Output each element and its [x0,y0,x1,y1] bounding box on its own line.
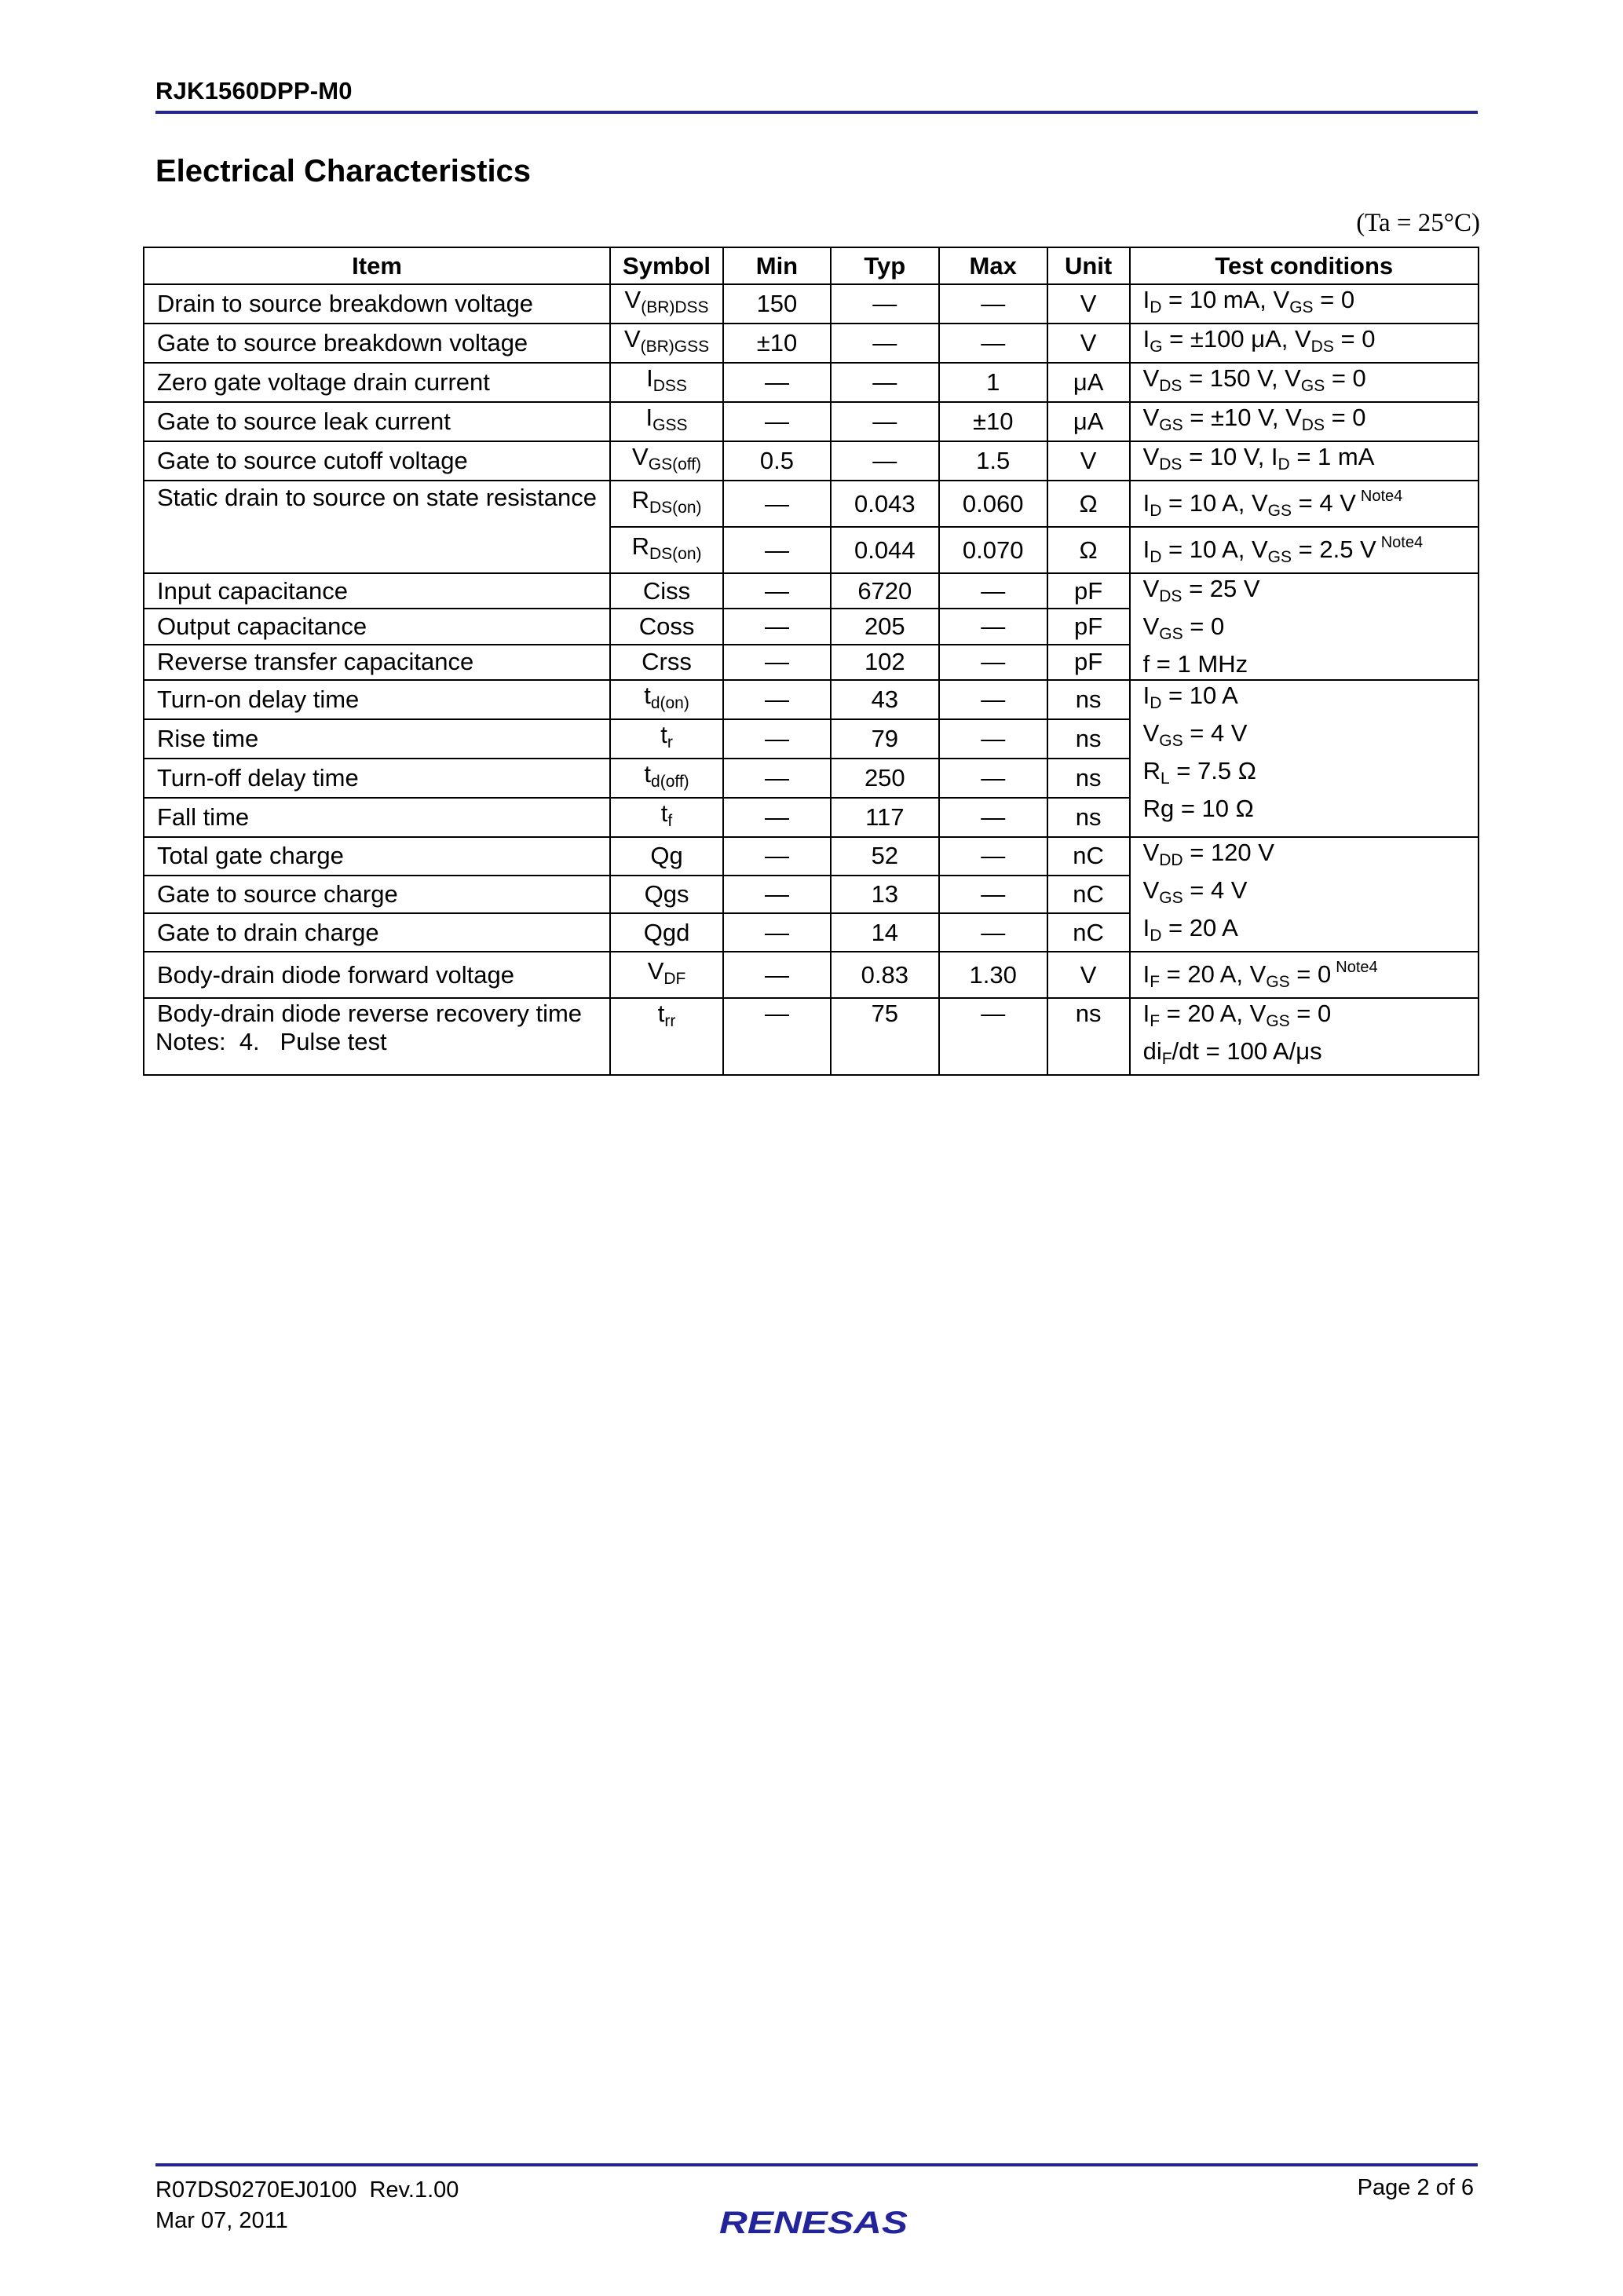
symbol-cell: Qgs [610,876,723,914]
symbol-cell: Crss [610,645,723,680]
document-part-number: RJK1560DPP-M0 [155,77,353,104]
typ-cell: 13 [831,876,939,914]
typ-cell: 79 [831,719,939,759]
max-cell: — [939,609,1047,644]
unit-cell: Ω [1047,527,1130,573]
min-cell: — [723,952,831,998]
typ-cell: 205 [831,609,939,644]
test-condition-cell: $V_{DD} = 120$ V $V_{GS} = 4$ V $I_D = 20$ A [1130,837,1479,952]
column-header: Unit [1047,247,1130,284]
min-cell: — [723,527,831,573]
item-cell: Body-drain diode reverse recovery time [144,998,610,1075]
footer-rule [155,2163,1478,2166]
logo-wordmark: RENESAS [719,2206,908,2240]
unit-cell: V [1047,284,1130,324]
symbol-cell: $V_{(BR)GSS}$ [610,324,723,363]
min-cell: — [723,719,831,759]
unit-cell: nC [1047,876,1130,914]
typ-cell: — [831,324,939,363]
column-header: Test conditions [1130,247,1479,284]
symbol-cell: Qg [610,837,723,876]
column-header: Symbol [610,247,723,284]
symbol-cell: $t_{rr}$ [610,998,723,1075]
note-reference: Note4 [1336,959,1378,976]
max-cell: 0.060 [939,481,1047,527]
item-cell: Gate to source cutoff voltage [144,441,610,481]
max-cell: — [939,324,1047,363]
electrical-characteristics-table [143,247,1479,1076]
table-row [144,284,1479,324]
item-cell: Gate to source breakdown voltage [144,324,610,363]
min-cell: — [723,876,831,914]
unit-cell: V [1047,324,1130,363]
unit-cell: V [1047,952,1130,998]
item-cell: Turn-off delay time [144,759,610,798]
max-cell: — [939,913,1047,952]
document-date: Mar 07, 2011 [155,2208,288,2233]
item-cell: Output capacitance [144,609,610,644]
unit-cell: pF [1047,645,1130,680]
max-cell: 0.070 [939,527,1047,573]
table-row [144,573,1479,609]
item-cell: Total gate charge [144,837,610,876]
symbol-cell: $t_f$ [610,798,723,837]
document-number: R07DS0270EJ0100 Rev.1.00 [155,2177,459,2203]
max-cell: — [939,876,1047,914]
typ-cell: — [831,402,939,441]
min-cell: — [723,481,831,527]
ambient-temperature-note: (Ta = 25°C) [1356,209,1480,237]
symbol-cell: $V_{GS(off)}$ [610,441,723,481]
typ-cell: — [831,363,939,402]
column-header: Min [723,247,831,284]
max-cell: — [939,645,1047,680]
item-cell: Rise time [144,719,610,759]
unit-cell: ns [1047,680,1130,719]
min-cell: — [723,645,831,680]
item-cell: Drain to source breakdown voltage [144,284,610,324]
table-header-row [144,247,1479,284]
page-number: Page 2 of 6 [1357,2175,1474,2200]
note-reference: Note4 [1380,534,1424,551]
note-reference: Note4 [1360,488,1403,505]
min-cell: — [723,363,831,402]
min-cell: 0.5 [723,441,831,481]
table-row [144,441,1479,481]
test-condition-cell: $I_D = 10$ A, $V_{GS} = 4$ V $^{Note4}$ [1130,481,1479,527]
symbol-cell: Ciss [610,573,723,609]
symbol-cell: $t_{d(on)}$ [610,680,723,719]
unit-cell: nC [1047,837,1130,876]
unit-cell: ns [1047,719,1130,759]
unit-cell: V [1047,441,1130,481]
typ-cell: — [831,284,939,324]
symbol-cell: $t_r$ [610,719,723,759]
max-cell: 1.5 [939,441,1047,481]
min-cell: — [723,609,831,644]
item-cell: Gate to source charge [144,876,610,914]
max-cell: ±10 [939,402,1047,441]
max-cell: — [939,798,1047,837]
test-condition-cell: $I_G = \pm 100$ μA, $V_{DS} = 0$ [1130,324,1479,363]
symbol-cell: $V_{(BR)DSS}$ [610,284,723,324]
max-cell: — [939,837,1047,876]
unit-cell: μA [1047,363,1130,402]
column-header: Max [939,247,1047,284]
symbol-cell: $I_{GSS}$ [610,402,723,441]
typ-cell: 0.044 [831,527,939,573]
min-cell: — [723,573,831,609]
unit-cell: ns [1047,998,1130,1075]
typ-cell: 14 [831,913,939,952]
item-cell: Reverse transfer capacitance [144,645,610,680]
max-cell: 1 [939,363,1047,402]
typ-cell: 0.83 [831,952,939,998]
symbol-cell: $V_{DF}$ [610,952,723,998]
test-condition-cell: $V_{DS} = 10$ V, $I_D = 1$ mA [1130,441,1479,481]
symbol-cell: $I_{DSS}$ [610,363,723,402]
symbol-cell: Coss [610,609,723,644]
test-condition-cell: $I_D = 10$ A $V_{GS} = 4$ V $R_L = 7.5$ Ω Rg = 10 Ω [1130,680,1479,837]
max-cell: — [939,573,1047,609]
max-cell: — [939,998,1047,1075]
typ-cell: 6720 [831,573,939,609]
test-condition-cell: $I_D = 10$ mA, $V_{GS} = 0$ [1130,284,1479,324]
unit-cell: ns [1047,759,1130,798]
unit-cell: μA [1047,402,1130,441]
min-cell: — [723,998,831,1075]
table-notes: Notes: 4. Pulse test [155,1028,387,1055]
unit-cell: Ω [1047,481,1130,527]
min-cell: — [723,680,831,719]
typ-cell: 117 [831,798,939,837]
item-cell: Input capacitance [144,573,610,609]
footer-doc-info [155,2175,459,2236]
column-header: Typ [831,247,939,284]
section-title: Electrical Characteristics [155,154,532,188]
test-condition-cell: $I_D = 10$ A, $V_{GS} = 2.5$ V $^{Note4}$ [1130,527,1479,573]
symbol-cell: $t_{d(off)}$ [610,759,723,798]
typ-cell: — [831,441,939,481]
table-row [144,481,1479,527]
unit-cell: ns [1047,798,1130,837]
test-condition-cell: $I_F = 20$ A, $V_{GS} = 0$ $di_F/dt = 100$ A/μs [1130,998,1479,1075]
min-cell: ±10 [723,324,831,363]
item-cell: Static drain to source on state resistance [144,481,610,573]
min-cell: 150 [723,284,831,324]
unit-cell: nC [1047,913,1130,952]
item-cell: Fall time [144,798,610,837]
typ-cell: 75 [831,998,939,1075]
min-cell: — [723,402,831,441]
renesas-logo [716,2200,912,2244]
item-cell: Gate to drain charge [144,913,610,952]
max-cell: — [939,680,1047,719]
symbol-cell: Qgd [610,913,723,952]
header-rule [155,111,1478,114]
min-cell: — [723,798,831,837]
table-row [144,952,1479,998]
max-cell: — [939,719,1047,759]
max-cell: — [939,759,1047,798]
renesas-logo-mark [716,2200,912,2244]
test-condition-cell: $V_{GS} = \pm 10$ V, $V_{DS} = 0$ [1130,402,1479,441]
min-cell: — [723,837,831,876]
item-cell: Body-drain diode forward voltage [144,952,610,998]
symbol-cell: $R_{DS(on)}$ [610,481,723,527]
max-cell: 1.30 [939,952,1047,998]
item-cell: Turn-on delay time [144,680,610,719]
typ-cell: 102 [831,645,939,680]
item-cell: Gate to source leak current [144,402,610,441]
table-row [144,837,1479,876]
typ-cell: 43 [831,680,939,719]
table-row [144,363,1479,402]
table-row [144,680,1479,719]
min-cell: — [723,759,831,798]
column-header: Item [144,247,610,284]
unit-cell: pF [1047,609,1130,644]
max-cell: — [939,284,1047,324]
test-condition-cell: $V_{DS} = 150$ V, $V_{GS} = 0$ [1130,363,1479,402]
typ-cell: 0.043 [831,481,939,527]
typ-cell: 250 [831,759,939,798]
symbol-cell: $R_{DS(on)}$ [610,527,723,573]
table-row [144,402,1479,441]
min-cell: — [723,913,831,952]
item-cell: Zero gate voltage drain current [144,363,610,402]
test-condition-cell: $V_{DS} = 25$ V $V_{GS} = 0$ f = 1 MHz [1130,573,1479,680]
test-condition-cell: $I_F = 20$ A, $V_{GS} = 0$ $^{Note4}$ [1130,952,1479,998]
table-row [144,324,1479,363]
typ-cell: 52 [831,837,939,876]
unit-cell: pF [1047,573,1130,609]
